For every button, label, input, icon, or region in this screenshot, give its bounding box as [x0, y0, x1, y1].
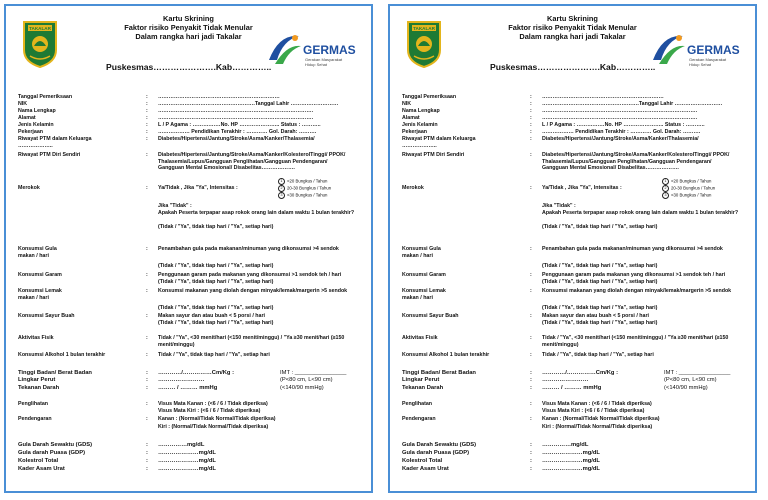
takalar-logo-text: TAKALAR	[29, 26, 51, 31]
screening-card-left: TAKALAR Kartu Skrining Faktor risiko Penyakit Tidak Menular Dalam rangka hari jadi Takalar GERMAS Gerakan Masyarakat Hidup Sehat Puskesmas………………….Kab………….. Tanggal Pemeriksaan : …………………………………………………………… NIK : ……………………………………………….Tanggal Lahir ……………………… Nama Lengkap : ……………………………………………………………………………. Alamat : ……………………………………………………………………………. Jenis Kelamin : L / P Agama : ……….……No. HP ………………….. Status : ……….. Pekerjaan : ……………… Pendidikan Terakhir : ………… Gol. Darah: ………. Riwayat PTM dalam Keluarga : Diabetes/Hipertensi/Jantung/Stroke/Asma/Kanker/Thalasemia/ ……………….. Riwayat PTM Diri Sendiri : Diabetes/Hipertensi/Jantung/Stroke/Asma/Kanker/KolesterolTinggi/ PPOK/ Thalasemia/Lupus/Gangguan Penglihatan/Gangguan Pendengaran/ Gangguan Mental Emosional/ Disabelitas………………. Merokok : Ya/Tidak , Jika "Ya", Intensitas : 1 <20 Bungkus / Tahun 2 20-30 Bungkus / Tahun 3 <30 Bungkus / Tahun Jika "Tidak" : Apakah Peserta terpapar asap rokok orang lain dalam waktu 1 bulan terakhir? (Tidak / "Ya", tidak tiap hari / "Ya", setiap hari) Konsumsi Gula : Penambahan gula pada makanan/minuman yang dikonsumsi >4 sendok makan / hari (Tidak / "Ya", tidak tiap hari / "Ya", setiap hari) Konsumsi Garam : Penggunaan garam pada makanan yang dikonsumsi >1 sendok teh / hari (Tidak / "Ya", tidak tiap hari / "Ya", setiap hari) Konsumsi Lemak : Konsumsi makanan yang diolah dengan minyak/lemak/margerin >5 sendok makan / hari (Tidak / "Ya", tidak tiap hari / "Ya", setiap hari) Konsumsi Sayur Buah : Makan sayur dan atau buah < 5 porsi / hari (Tidak / "Ya", tidak tiap hari / "Ya", setiap hari) Aktivitas Fisik : Tidak / "Ya", <30 menit/hari (<150 menit/minggu) / "Ya ≥30 menit/hari (≥150 menit/minggu) Konsumsi Alkohol 1 bulan terakhir : Tidak / "Ya", tidak tiap hari / "Ya", setiap hari Tinggi Badan/ Berat Badan : …………/……………Cm/Kg : IMT : ________________ Lingkar Perut : …………………… (P<80 cm, L<90 cm) Tekanan Darah : ……… / ……… mmHg (<140/90 mmHg) Penglihatan : Visus Mata Kanan : (<6 / 6 / Tidak diperiksa) Visus Mata Kiri : (<6 / 6 / Tidak diperiksa) Pendengaran : Kanan : (Normal/Tidak Normal/Tidak diperiksa) Kiri : (Normal/Tidak Normal/Tidak diperiksa) Gula Darah Sewaktu (GDS) : ……………mg/dL Gula darah Puasa (GDP) : …………………mg/dL Kolestrol Total : …………………mg/dL Kader Asam Urat : …………………mg/dL	[4, 4, 373, 493]
title-faktor: Faktor risiko Penyakit Tidak Menular	[508, 23, 637, 33]
germas-brand-text: GERMAS	[687, 43, 740, 57]
puskesmas-field[interactable]: Puskesmas………………….Kab…………..	[106, 62, 272, 72]
germas-logo-icon	[649, 30, 745, 74]
title-kartu: Kartu Skrining	[163, 14, 214, 23]
puskesmas-field[interactable]: Puskesmas………………….Kab…………..	[490, 62, 656, 72]
title-kartu: Kartu Skrining	[547, 14, 598, 23]
title-rangka: Dalam rangka hari jadi Takalar	[135, 32, 242, 42]
germas-sub1: Gerakan Masyarakat	[689, 57, 727, 62]
merokok-opt-1[interactable]: 1 <20 Bungkus / Tahun	[278, 178, 331, 185]
merokok-opt-3[interactable]: 3 <30 Bungkus / Tahun	[662, 192, 715, 199]
card-header	[6, 6, 371, 82]
germas-sub2: Hidup Sehat	[305, 62, 328, 67]
title-rangka: Dalam rangka hari jadi Takalar	[519, 32, 626, 42]
germas-logo-icon	[265, 30, 361, 74]
merokok-opt-3[interactable]: 3 <30 Bungkus / Tahun	[278, 192, 331, 199]
germas-sub2: Hidup Sehat	[689, 62, 712, 67]
merokok-opt-1[interactable]: 1 <20 Bungkus / Tahun	[662, 178, 715, 185]
germas-sub1: Gerakan Masyarakat	[305, 57, 343, 62]
card-header	[390, 6, 755, 82]
merokok-options[interactable]	[662, 178, 715, 199]
merokok-options[interactable]	[278, 178, 331, 199]
merokok-opt-2[interactable]: 2 20-30 Bungkus / Tahun	[278, 185, 331, 192]
screening-card-right: TAKALAR Kartu Skrining Faktor risiko Penyakit Tidak Menular Dalam rangka hari jadi Takalar GERMAS Gerakan Masyarakat Hidup Sehat Puskesmas………………….Kab………….. Tanggal Pemeriksaan : …………………………………………………………… NIK : ……………………………………………….Tanggal Lahir ……………………… Nama Lengkap : ……………………………………………………………………………. Alamat : ……………………………………………………………………………. Jenis Kelamin : L / P Agama : ……….……No. HP ………………….. Status : ……….. Pekerjaan : ……………… Pendidikan Terakhir : ………… Gol. Darah: ………. Riwayat PTM dalam Keluarga : Diabetes/Hipertensi/Jantung/Stroke/Asma/Kanker/Thalasemia/ ……………….. Riwayat PTM Diri Sendiri : Diabetes/Hipertensi/Jantung/Stroke/Asma/Kanker/KolesterolTinggi/ PPOK/ Thalasemia/Lupus/Gangguan Penglihatan/Gangguan Pendengaran/ Gangguan Mental Emosional/ Disabelitas………………. Merokok : Ya/Tidak , Jika "Ya", Intensitas : 1 <20 Bungkus / Tahun 2 20-30 Bungkus / Tahun 3 <30 Bungkus / Tahun Jika "Tidak" : Apakah Peserta terpapar asap rokok orang lain dalam waktu 1 bulan terakhir? (Tidak / "Ya", tidak tiap hari / "Ya", setiap hari) Konsumsi Gula : Penambahan gula pada makanan/minuman yang dikonsumsi >4 sendok makan / hari (Tidak / "Ya", tidak tiap hari / "Ya", setiap hari) Konsumsi Garam : Penggunaan garam pada makanan yang dikonsumsi >1 sendok teh / hari (Tidak / "Ya", tidak tiap hari / "Ya", setiap hari) Konsumsi Lemak : Konsumsi makanan yang diolah dengan minyak/lemak/margerin >5 sendok makan / hari (Tidak / "Ya", tidak tiap hari / "Ya", setiap hari) Konsumsi Sayur Buah : Makan sayur dan atau buah < 5 porsi / hari (Tidak / "Ya", tidak tiap hari / "Ya", setiap hari) Aktivitas Fisik : Tidak / "Ya", <30 menit/hari (<150 menit/minggu) / "Ya ≥30 menit/hari (≥150 menit/minggu) Konsumsi Alkohol 1 bulan terakhir : Tidak / "Ya", tidak tiap hari / "Ya", setiap hari Tinggi Badan/ Berat Badan : …………/……………Cm/Kg : IMT : ________________ Lingkar Perut : …………………… (P<80 cm, L<90 cm) Tekanan Darah : ……… / ……… mmHg (<140/90 mmHg) Penglihatan : Visus Mata Kanan : (<6 / 6 / Tidak diperiksa) Visus Mata Kiri : (<6 / 6 / Tidak diperiksa) Pendengaran : Kanan : (Normal/Tidak Normal/Tidak diperiksa) Kiri : (Normal/Tidak Normal/Tidak diperiksa) Gula Darah Sewaktu (GDS) : ……………mg/dL Gula darah Puasa (GDP) : …………………mg/dL Kolestrol Total : …………………mg/dL Kader Asam Urat : …………………mg/dL	[388, 4, 757, 493]
merokok-opt-2[interactable]: 2 20-30 Bungkus / Tahun	[662, 185, 715, 192]
takalar-logo-text: TAKALAR	[413, 26, 435, 31]
germas-brand-text: GERMAS	[303, 43, 356, 57]
title-faktor: Faktor risiko Penyakit Tidak Menular	[124, 23, 253, 33]
